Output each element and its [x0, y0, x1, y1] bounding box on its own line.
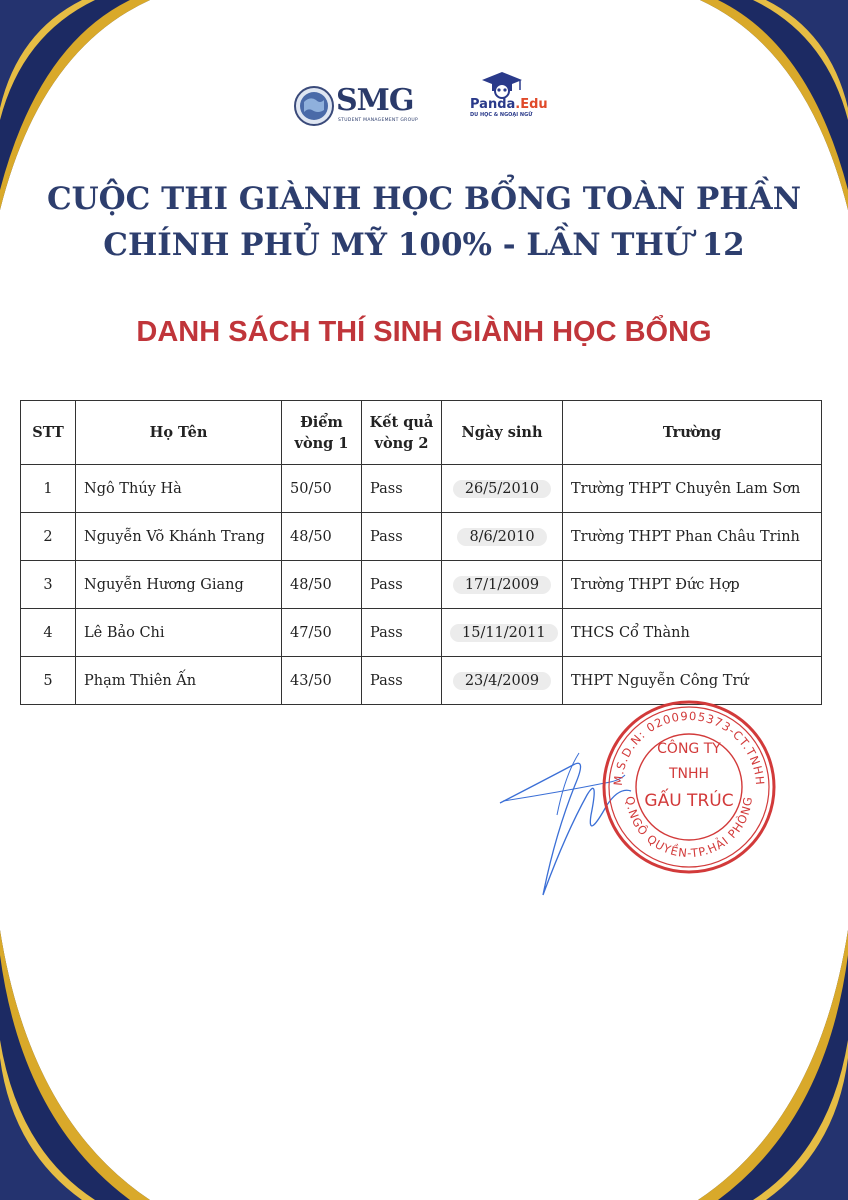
- cell-round1: 48/50: [282, 561, 362, 609]
- cell-round2: Pass: [362, 657, 442, 705]
- cell-school: THPT Nguyễn Công Trứ: [563, 657, 822, 705]
- header-stt: STT: [21, 401, 76, 465]
- smg-logo-text: SMG: [336, 83, 414, 118]
- cell-round2: Pass: [362, 513, 442, 561]
- title-line-1: CUỘC THI GIÀNH HỌC BỔNG TOÀN PHẦN: [46, 181, 802, 217]
- page-subtitle: DANH SÁCH THÍ SINH GIÀNH HỌC BỔNG: [136, 316, 712, 348]
- cell-stt: 4: [21, 609, 76, 657]
- cell-round1: 50/50: [282, 465, 362, 513]
- cell-school: Trường THPT Đức Hợp: [563, 561, 822, 609]
- cell-name: Nguyễn Hương Giang: [76, 561, 282, 609]
- cell-round1: 43/50: [282, 657, 362, 705]
- cell-stt: 3: [21, 561, 76, 609]
- title-line-2: CHÍNH PHỦ MỸ 100% - LẦN THỨ 12: [103, 227, 745, 263]
- svg-text:Q.NGÔ QUYỀN-TP.HẢI PHÒNG: Q.NGÔ QUYỀN-TP.HẢI PHÒNG: [622, 795, 756, 861]
- cell-dob: [442, 465, 563, 513]
- header-round1: Điểm vòng 1: [282, 401, 362, 465]
- dob-chip: 26/5/2010: [453, 480, 551, 498]
- table-header-row: [21, 401, 822, 465]
- cell-dob: [442, 609, 563, 657]
- table-row: [21, 513, 822, 561]
- cell-name: Phạm Thiên Ấn: [76, 657, 282, 705]
- globe-icon: [294, 86, 334, 126]
- cell-dob: [442, 513, 563, 561]
- cell-round1: 47/50: [282, 609, 362, 657]
- scholarship-table: [20, 400, 822, 705]
- panda-logo-tagline: DU HỌC & NGOẠI NGỮ: [470, 112, 533, 118]
- table-row: [21, 561, 822, 609]
- page-title: [40, 176, 808, 268]
- cell-stt: 5: [21, 657, 76, 705]
- dob-chip: 23/4/2009: [453, 672, 551, 690]
- dob-chip: 8/6/2010: [457, 528, 546, 546]
- table-row: [21, 609, 822, 657]
- cell-stt: 1: [21, 465, 76, 513]
- cell-name: Nguyễn Võ Khánh Trang: [76, 513, 282, 561]
- svg-text:CÔNG TY: CÔNG TY: [657, 741, 721, 757]
- cell-name: Lê Bảo Chi: [76, 609, 282, 657]
- header-name: Họ Tên: [76, 401, 282, 465]
- panda-logo-text: Panda.Edu: [470, 97, 548, 112]
- cell-school: THCS Cổ Thành: [563, 609, 822, 657]
- cell-round2: Pass: [362, 561, 442, 609]
- dob-chip: 15/11/2011: [450, 624, 558, 642]
- cell-school: Trường THPT Phan Châu Trinh: [563, 513, 822, 561]
- cell-dob: [442, 561, 563, 609]
- table-row: [21, 465, 822, 513]
- cell-school: Trường THPT Chuyên Lam Sơn: [563, 465, 822, 513]
- company-seal: [600, 698, 778, 876]
- dob-chip: 17/1/2009: [453, 576, 551, 594]
- svg-text:M.S.D.N: 0200905373-CT.TNHH: M.S.D.N: 0200905373-CT.TNHH: [610, 708, 768, 787]
- logo-bar: [0, 68, 848, 138]
- header-dob: Ngày sinh: [442, 401, 563, 465]
- cell-round2: Pass: [362, 465, 442, 513]
- cell-name: Ngô Thúy Hà: [76, 465, 282, 513]
- cell-round2: Pass: [362, 609, 442, 657]
- header-round2: Kết quả vòng 2: [362, 401, 442, 465]
- smg-logo-tagline: STUDENT MANAGEMENT GROUP: [338, 118, 419, 123]
- cell-dob: [442, 657, 563, 705]
- cell-round1: 48/50: [282, 513, 362, 561]
- svg-text:TNHH: TNHH: [668, 766, 710, 782]
- panda-graduation-cap-icon: [480, 70, 524, 100]
- cell-stt: 2: [21, 513, 76, 561]
- svg-text:GẤU TRÚC: GẤU TRÚC: [644, 791, 734, 811]
- header-school: Trường: [563, 401, 822, 465]
